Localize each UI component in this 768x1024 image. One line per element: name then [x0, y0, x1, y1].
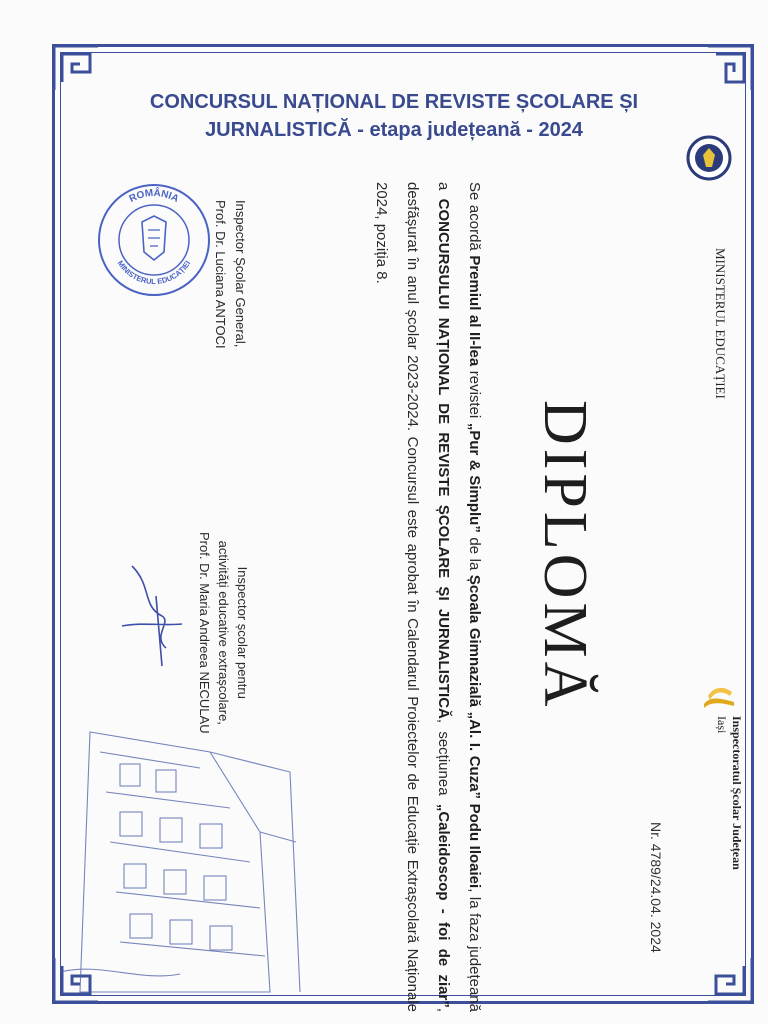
award-text-part: , la faza județeană a [435, 182, 483, 1012]
isj-name-line1: Inspectoratul Școlar Județean [730, 716, 744, 870]
handwritten-signature [112, 556, 188, 676]
signatory-right-role-1: Inspector școlar pentru [235, 566, 250, 699]
frame-corner-ornament [704, 954, 756, 1006]
award-text [366, 182, 490, 1012]
contest-header [104, 88, 684, 144]
award-text-part: , secțiunea [435, 718, 452, 804]
magazine-name: „Pur & Simplu” [466, 422, 483, 533]
signatory-right-name: Prof. Dr. Maria Andreea NECULAU [197, 532, 212, 734]
official-stamp [96, 182, 212, 298]
signatory-right-role-2: activități educative extrașcolare, [216, 540, 231, 725]
ministry-name: MINISTERUL EDUCAȚIEI [713, 248, 728, 399]
contest-name: CONCURSULUI NAȚIONAL DE REVISTE ȘCOLARE ȘI JURNALISTICĂ [435, 198, 452, 719]
isj-logo-icon [700, 676, 738, 710]
award-text-part: Se acordă [466, 182, 483, 256]
award-text-part: revistei [466, 366, 483, 423]
diploma-title: DIPLOMĂ [531, 400, 599, 711]
signature-right [195, 532, 252, 734]
isj-name-line2: Iași [715, 716, 729, 734]
award-text-part: , desfășurat în anul școlar 2023-2024. Concursul este aprobat în Calendarul Proiectelor de Educație Extrașcolară Naționale 2024, poziția 8. [373, 182, 452, 1012]
prize-name: Premiul al II-lea [466, 255, 483, 367]
ministry-seal-icon [686, 135, 732, 181]
contest-header-line2: JURNALISTICĂ - etapa județeană - 2024 [205, 119, 583, 141]
contest-header-line1: CONCURSUL NAȚIONAL DE REVISTE ȘCOLARE ȘI [149, 91, 639, 113]
award-text-part: de la [466, 532, 483, 575]
school-name: Școala Gimnazială „Al. I. Cuza” Podu Iloaiei [466, 574, 483, 889]
section-name: „Caleidoscop - foi de ziar” [435, 803, 452, 1008]
signatory-left-name: Prof. Dr. Luciana ANTOCI [213, 200, 228, 349]
registration-number: Nr. 4789/24.04. 2024 [648, 822, 664, 953]
frame-corner-ornament [50, 42, 102, 94]
school-building-sketch [60, 712, 320, 1002]
signature-left [210, 200, 250, 349]
isj-name [714, 716, 744, 870]
stamp-top-text: ROMÂNIA [127, 187, 181, 205]
frame-corner-ornament [704, 42, 756, 94]
stamp-bottom-text: MINISTERUL EDUCAȚIEI [115, 258, 193, 287]
signatory-left-role: Inspector Școlar General, [233, 200, 248, 348]
